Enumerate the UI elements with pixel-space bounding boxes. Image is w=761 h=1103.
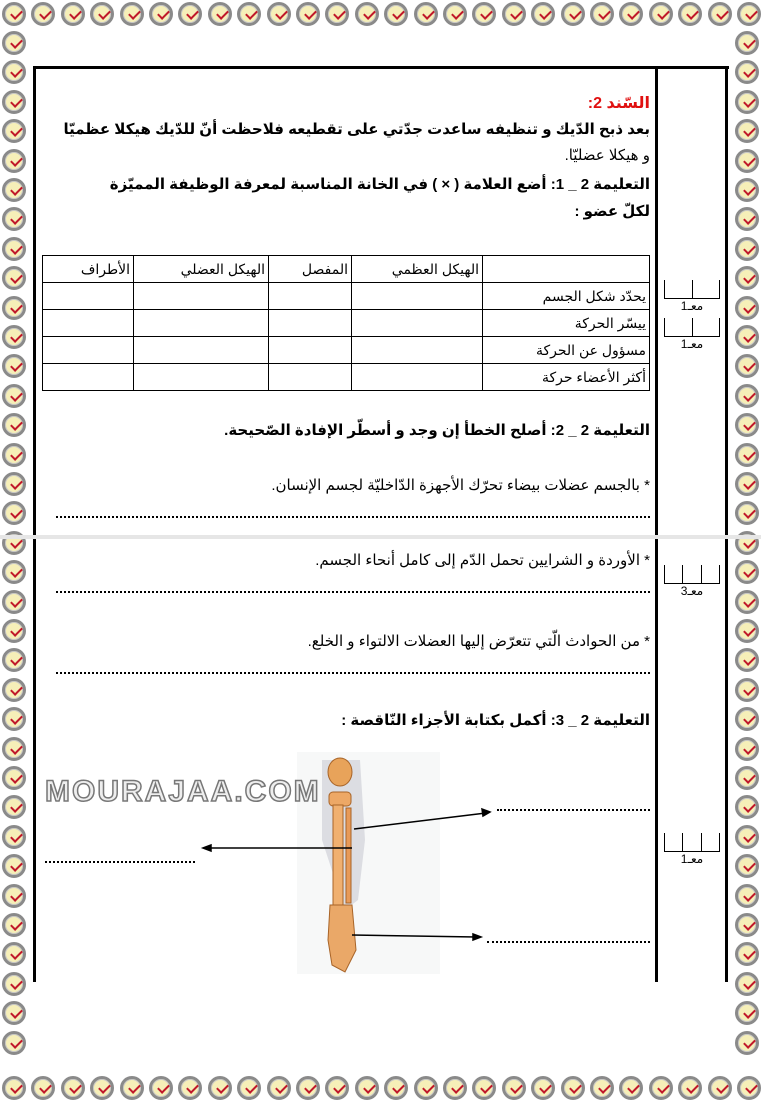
row-label: يحدّد شكل الجسم [483,283,650,310]
instruction3-title: التعليمة 2 _ 3: أكمل بكتابة الأجزاء النّاقصة : [341,712,650,729]
kneecap [328,758,352,786]
label-answer-line[interactable] [45,861,195,863]
instruction2-title: التعليمة 2 _ 2: أصلح الخطأ إن وجد و أسطّر الإفادة الصّحيحة. [224,422,650,439]
tibia [333,805,343,905]
watermark: MOURAJAA.COM [45,775,321,808]
source-paragraph-2: و هيكلا عضليّا. [564,147,650,164]
fibula [346,808,351,903]
table-header: الهيكل العظمي [352,256,483,283]
label-answer-line[interactable] [497,809,650,811]
row-label: مسؤول عن الحركة [483,337,650,364]
statement-2: * الأوردة و الشرايين تحمل الدّم إلى كامل أنحاء الجسم. [315,552,650,569]
row-label: ييسّر الحركة [483,310,650,337]
score-mark: معـ1 [664,318,720,351]
row-label: أكثر الأعضاء حركة [483,364,650,391]
source-title: السّند 2: [587,95,650,112]
score-mark: معـ1 [664,280,720,313]
statement-1: * بالجسم عضلات بيضاء تحرّك الأجهزة الدّاخليّة لجسم الإنسان. [271,477,650,494]
table-header: الأطراف [43,256,134,283]
label-answer-line[interactable] [487,941,650,943]
table-header: الهيكل العضلي [134,256,269,283]
instruction1-line2: لكلّ عضو : [574,203,650,220]
statement-3: * من الحوادث الّتي تتعرّض إليها العضلات الالتواء و الخلع. [307,633,650,650]
source-paragraph-1: بعد ذبح الدّيك و تنظيفه ساعدت جدّتي على تقطيعه فلاحظت أنّ للدّيك هيكلا عظميّا [63,121,650,138]
table-header: المفصل [269,256,352,283]
score-mark: معـ1 [664,833,720,866]
tibia-head [329,792,351,806]
instruction1-line1: التعليمة 2 _ 1: أضع العلامة ( × ) في الخانة المناسبة لمعرفة الوظيفة المميّزة [109,176,650,193]
score-mark: معـ3 [664,565,720,598]
